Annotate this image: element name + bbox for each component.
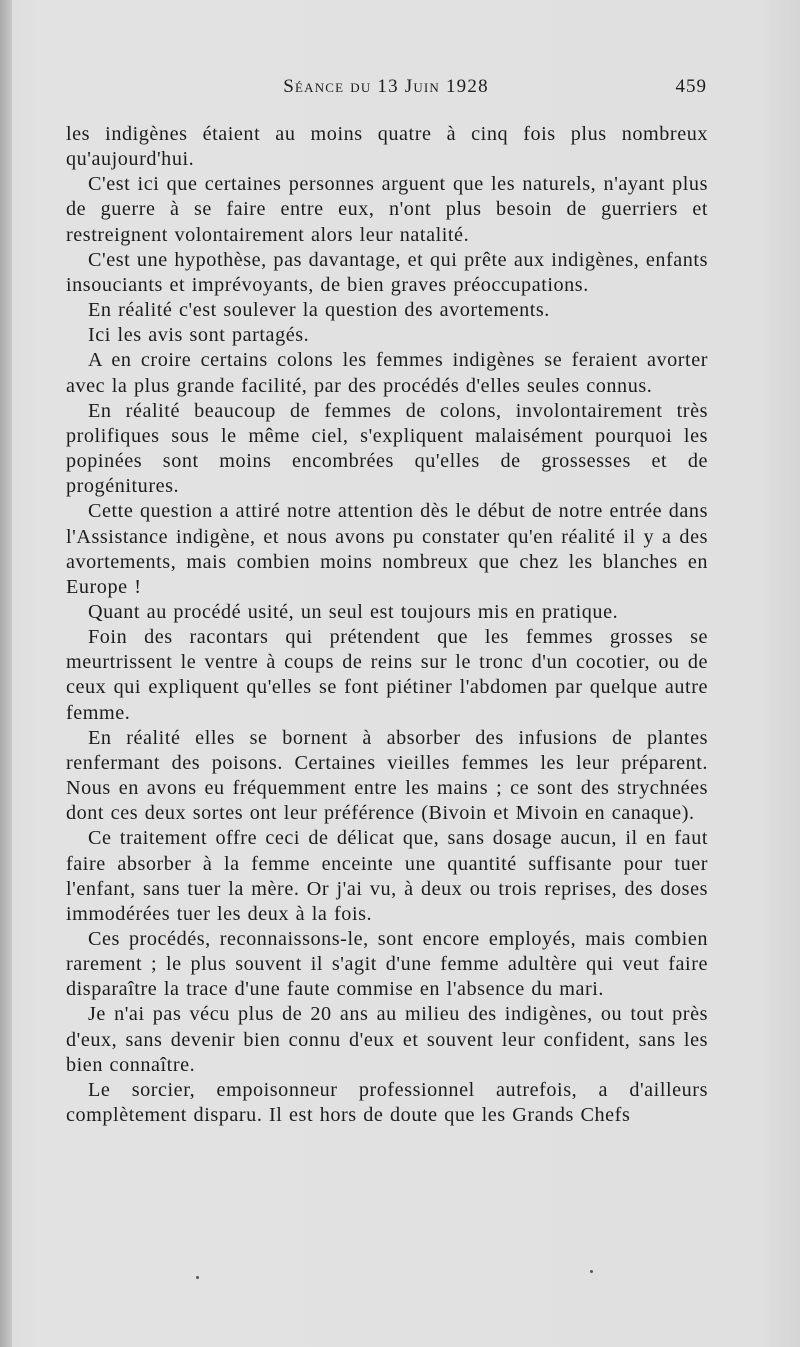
paragraph: En réalité c'est soulever la question des avortements. (88, 299, 550, 322)
paragraph: C'est une hypothèse, pas davantage, et qui prête aux indigènes, enfants insouciants et imprévoyants, de bien graves préoccupations. (66, 248, 708, 296)
paragraph: Je n'ai pas vécu plus de 20 ans au milieu des indigènes, ou tout près d'eux, sans devenir bien connu d'eux et souvent leur confident, sans les bien connaître. (66, 1003, 708, 1076)
paragraph: Ce traitement offre ceci de délicat que, sans dosage aucun, il en faut faire absorber à la femme enceinte une quantité suffisante pour tuer l'enfant, sans tuer la mère. Or j'ai vu, à deux ou trois reprises, des doses immodérées tuer les deux à la fois. (66, 827, 708, 925)
body-text (66, 122, 708, 1128)
paragraph: Foin des racontars qui prétendent que les femmes grosses se meurtrissent le ventre à coups de reins sur le tronc d'un cocotier, ou de ceux qui expliquent qu'elles se font piétiner l'abdomen par quelque autre femme. (66, 626, 708, 724)
paragraph: Ces procédés, reconnaissons-le, sont encore employés, mais combien rarement ; le plus souvent il s'agit d'une femme adultère qui veut faire disparaître la trace d'une faute commise en l'absence du mari. (66, 928, 708, 1001)
running-title: Séance du 13 Juin 1928 (283, 76, 489, 97)
page-header (65, 76, 707, 104)
print-speck (196, 1276, 199, 1279)
print-speck (590, 1270, 593, 1273)
paragraph: A en croire certains colons les femmes indigènes se feraient avorter avec la plus grande facilité, par des procédés d'elles seules connus. (66, 349, 708, 397)
paragraph: Ici les avis sont partagés. (88, 324, 310, 347)
paragraph: Le sorcier, empoisonneur professionnel autrefois, a d'ailleurs complètement disparu. Il est hors de doute que les Grands Chefs (66, 1078, 708, 1127)
page-number: 459 (675, 76, 707, 97)
paragraph: Quant au procédé usité, un seul est toujours mis en pratique. (88, 600, 619, 623)
paragraph: En réalité beaucoup de femmes de colons, involontairement très prolifiques sous le même ciel, s'expliquent malaisément pourquoi les popinées sont moins encombrées qu'elles de grossesses et de progénitures. (66, 399, 708, 498)
page-gutter (0, 0, 12, 1347)
paragraph: Cette question a attiré notre attention dès le début de notre entrée dans l'Assistance indigène, et nous avons pu constater qu'en réalité il y a des avortements, mais combien moins nombreux que chez les blanches en Europe ! (66, 500, 708, 598)
paragraph: En réalité elles se bornent à absorber des infusions de plantes renfermant des poisons. Certaines vieilles femmes les leur préparent. Nous en avons eu fréquemment entre les mains ; ce sont des strychnées dont ces deux sortes ont leur préférence (Bivoin et Mivoin en canaque). (66, 726, 708, 825)
paragraph: C'est ici que certaines personnes arguent que les naturels, n'ayant plus de guerre à se faire entre eux, n'ont plus besoin de guerriers et restreignent volontairement alors leur natalité. (66, 173, 708, 246)
paragraph: les indigènes étaient au moins quatre à cinq fois plus nombreux qu'aujourd'hui. (66, 123, 708, 171)
